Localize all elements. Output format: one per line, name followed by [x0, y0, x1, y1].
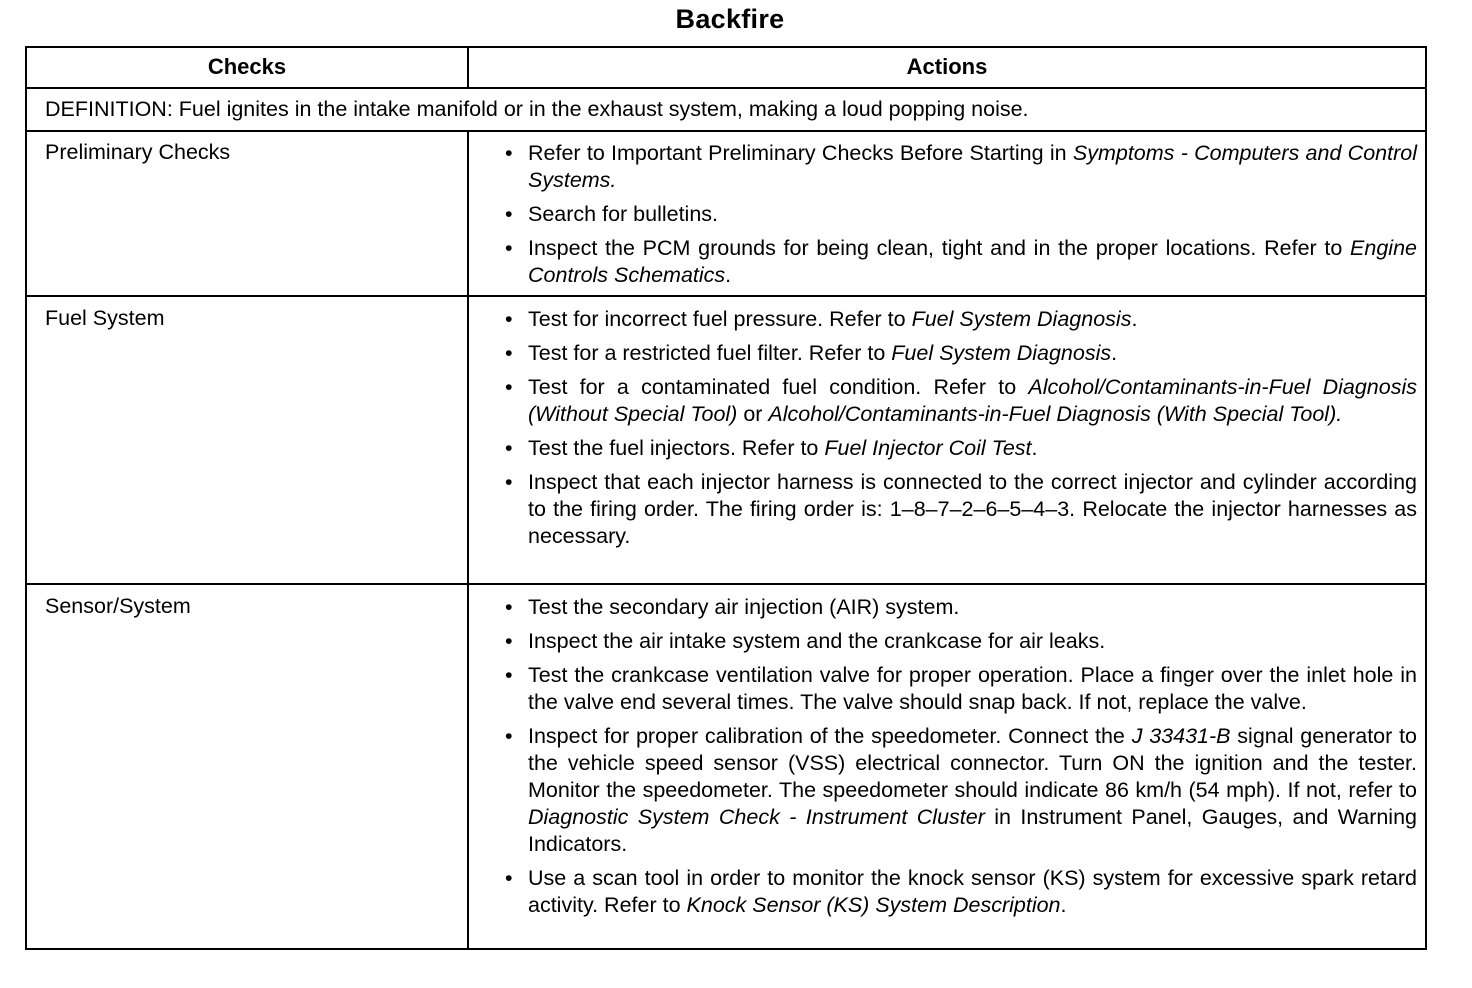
- action-item: [503, 594, 1417, 621]
- bullet-icon: •: [505, 341, 513, 365]
- reference-text: Engine Controls Schematics: [528, 236, 1417, 287]
- bullet-icon: •: [505, 470, 513, 494]
- action-item: [503, 306, 1417, 333]
- action-text: Test the crankcase ventilation valve for proper operation. Place a finger over the inlet hole in the valve end several times. The valve should snap back. If not, replace the valve.: [528, 663, 1417, 714]
- action-text: .: [1031, 436, 1038, 460]
- check-fuel-system: Fuel System: [45, 306, 165, 330]
- bullet-icon: •: [505, 202, 513, 226]
- action-text: .: [1060, 893, 1067, 917]
- definition-text: DEFINITION: Fuel ignites in the intake manifold or in the exhaust system, making a loud popping noise.: [45, 97, 1029, 121]
- action-text: Inspect for proper calibration of the speedometer. Connect the: [528, 724, 1132, 748]
- reference-text: Fuel Injector Coil Test: [824, 436, 1032, 460]
- check-sensor-system: Sensor/System: [45, 594, 191, 618]
- reference-text: Symptoms - Computers and Control Systems.: [528, 141, 1417, 192]
- bullet-icon: •: [505, 436, 513, 460]
- column-divider: [467, 130, 469, 950]
- reference-text: J 33431-B: [1131, 724, 1231, 748]
- action-item: [503, 374, 1417, 428]
- action-text: Refer to Important Preliminary Checks Before Starting in: [528, 141, 1073, 165]
- action-item: [503, 662, 1417, 716]
- action-item: [503, 865, 1417, 919]
- action-text: Test for a contaminated fuel condition. Refer to: [528, 375, 1029, 399]
- bullet-icon: •: [505, 141, 513, 165]
- actions-list-sensor-system: [503, 594, 1417, 926]
- action-item: [503, 723, 1417, 858]
- action-item: [503, 340, 1417, 367]
- action-text: Test the secondary air injection (AIR) system.: [528, 595, 960, 619]
- actions-list-preliminary: [503, 140, 1417, 296]
- bullet-icon: •: [505, 375, 513, 399]
- action-text: Test the fuel injectors. Refer to: [528, 436, 825, 460]
- action-text: .: [1111, 341, 1118, 365]
- reference-text: Diagnostic System Check - Instrument Cluster: [528, 805, 985, 829]
- action-item: [503, 469, 1417, 550]
- action-text: Inspect the PCM grounds for being clean, tight and in the proper locations. Refer to: [528, 236, 1351, 260]
- reference-text: Fuel System Diagnosis: [891, 341, 1112, 365]
- action-text: Test for a restricted fuel filter. Refer to: [528, 341, 892, 365]
- bullet-icon: •: [505, 866, 513, 890]
- header-divider: [27, 87, 1425, 89]
- reference-text: Fuel System Diagnosis: [911, 307, 1132, 331]
- checks-column-header: Checks: [207, 54, 287, 79]
- reference-text: Alcohol/Contaminants-in-Fuel Diagnosis (With Special Tool).: [768, 402, 1343, 426]
- definition-divider: [27, 130, 1425, 132]
- action-text: in Instrument Panel, Gauges, and Warning Indicators.: [528, 805, 1417, 856]
- action-item: [503, 235, 1417, 289]
- bullet-icon: •: [505, 663, 513, 687]
- page-title: Backfire: [675, 4, 785, 34]
- diagnostic-table: [25, 46, 1427, 950]
- action-item: [503, 628, 1417, 655]
- action-item: [503, 435, 1417, 462]
- action-text: or: [737, 402, 769, 426]
- action-text: signal generator to the vehicle speed sensor (VSS) electrical connector. Turn ON the ignition and the tester. Monitor the speedometer. The speedometer should indicate 86 km/h (54 mph). If not, refer to: [528, 724, 1418, 802]
- action-item: [503, 140, 1417, 194]
- actions-column-header: Actions: [906, 54, 988, 79]
- action-text: Inspect the air intake system and the crankcase for air leaks.: [528, 629, 1106, 653]
- bullet-icon: •: [505, 307, 513, 331]
- reference-text: Knock Sensor (KS) System Description: [686, 893, 1061, 917]
- action-item: [503, 201, 1417, 228]
- action-text: Test for incorrect fuel pressure. Refer to: [528, 307, 912, 331]
- check-preliminary-checks: Preliminary Checks: [45, 140, 231, 164]
- action-text: Inspect that each injector harness is connected to the correct injector and cylinder according to the firing order. The firing order is: 1–8–7–2–6–5–4–3. Relocate the injector harnesses as necessary.: [528, 470, 1417, 548]
- action-text: Use a scan tool in order to monitor the knock sensor (KS) system for excessive spark retard activity. Refer to: [528, 866, 1417, 917]
- bullet-icon: •: [505, 724, 513, 748]
- bullet-icon: •: [505, 236, 513, 260]
- bullet-icon: •: [505, 629, 513, 653]
- actions-list-fuel-system: [503, 306, 1417, 557]
- action-text: .: [725, 263, 732, 287]
- action-text: .: [1131, 307, 1138, 331]
- action-text: Search for bulletins.: [528, 202, 719, 226]
- reference-text: Alcohol/Contaminants-in-Fuel Diagnosis (Without Special Tool): [528, 375, 1418, 426]
- bullet-icon: •: [505, 595, 513, 619]
- row-divider: [27, 583, 1425, 585]
